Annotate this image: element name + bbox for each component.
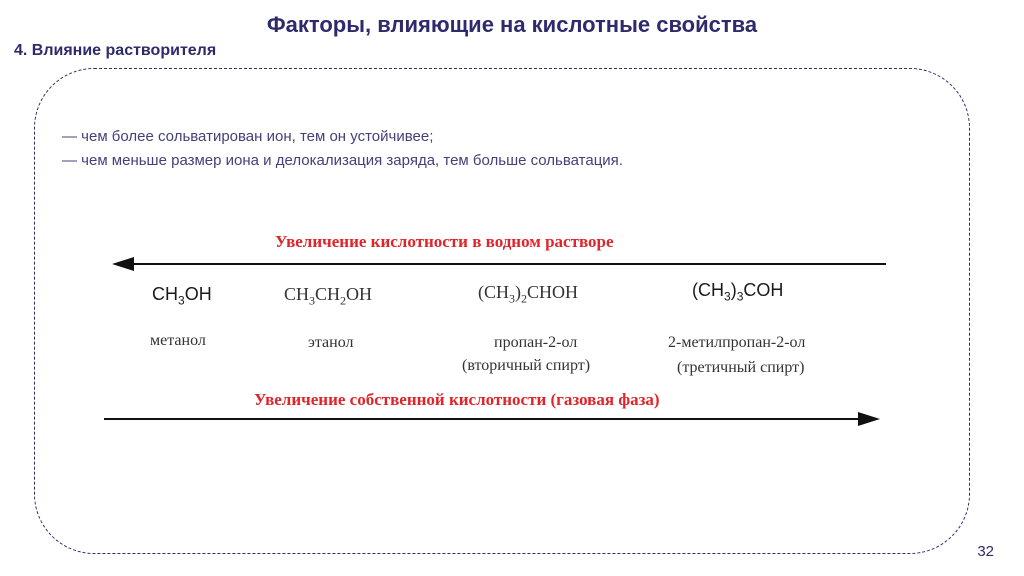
formula-propan-2-ol: $(CH_3)_2CHOH$ (478, 282, 579, 306)
type-tertiary-alcohol: (третичный спирт) (677, 359, 805, 376)
name-methanol: метанол (150, 332, 206, 349)
formula-methanol: $CH_3OH$ (152, 284, 212, 308)
page-number: 32 (977, 543, 994, 560)
name-2-methylpropan-2-ol: 2-метилпропан-2-ол (668, 334, 806, 351)
section-subtitle: 4. Влияние растворителя (14, 42, 217, 59)
slide-title: Факторы, влияющие на кислотные свойства (266, 12, 758, 37)
gas-phase-acidity-label: Увеличение собственной кислотности (газовая фаза) (254, 390, 660, 409)
type-secondary-alcohol: (вторичный спирт) (462, 357, 591, 374)
formula-ethanol: $CH_3CH_2OH$ (284, 284, 373, 308)
name-ethanol: этанол (308, 334, 354, 351)
bullet-solvation-stability: — чем более сольватирован ион, тем он устойчивее; (62, 128, 434, 145)
arrow-right-gas-phase (104, 412, 880, 426)
name-propan-2-ol: пропан-2-ол (494, 334, 578, 351)
aqueous-acidity-label: Увеличение кислотности в водном растворе (275, 232, 614, 251)
formula-2-methylpropan-2-ol: $(CH_3)_3COH$ (692, 280, 784, 304)
bullet-ion-size-solvation: — чем меньше размер иона и делокализация заряда, тем больше сольватация. (62, 152, 623, 169)
arrow-left-aqueous (112, 257, 886, 271)
